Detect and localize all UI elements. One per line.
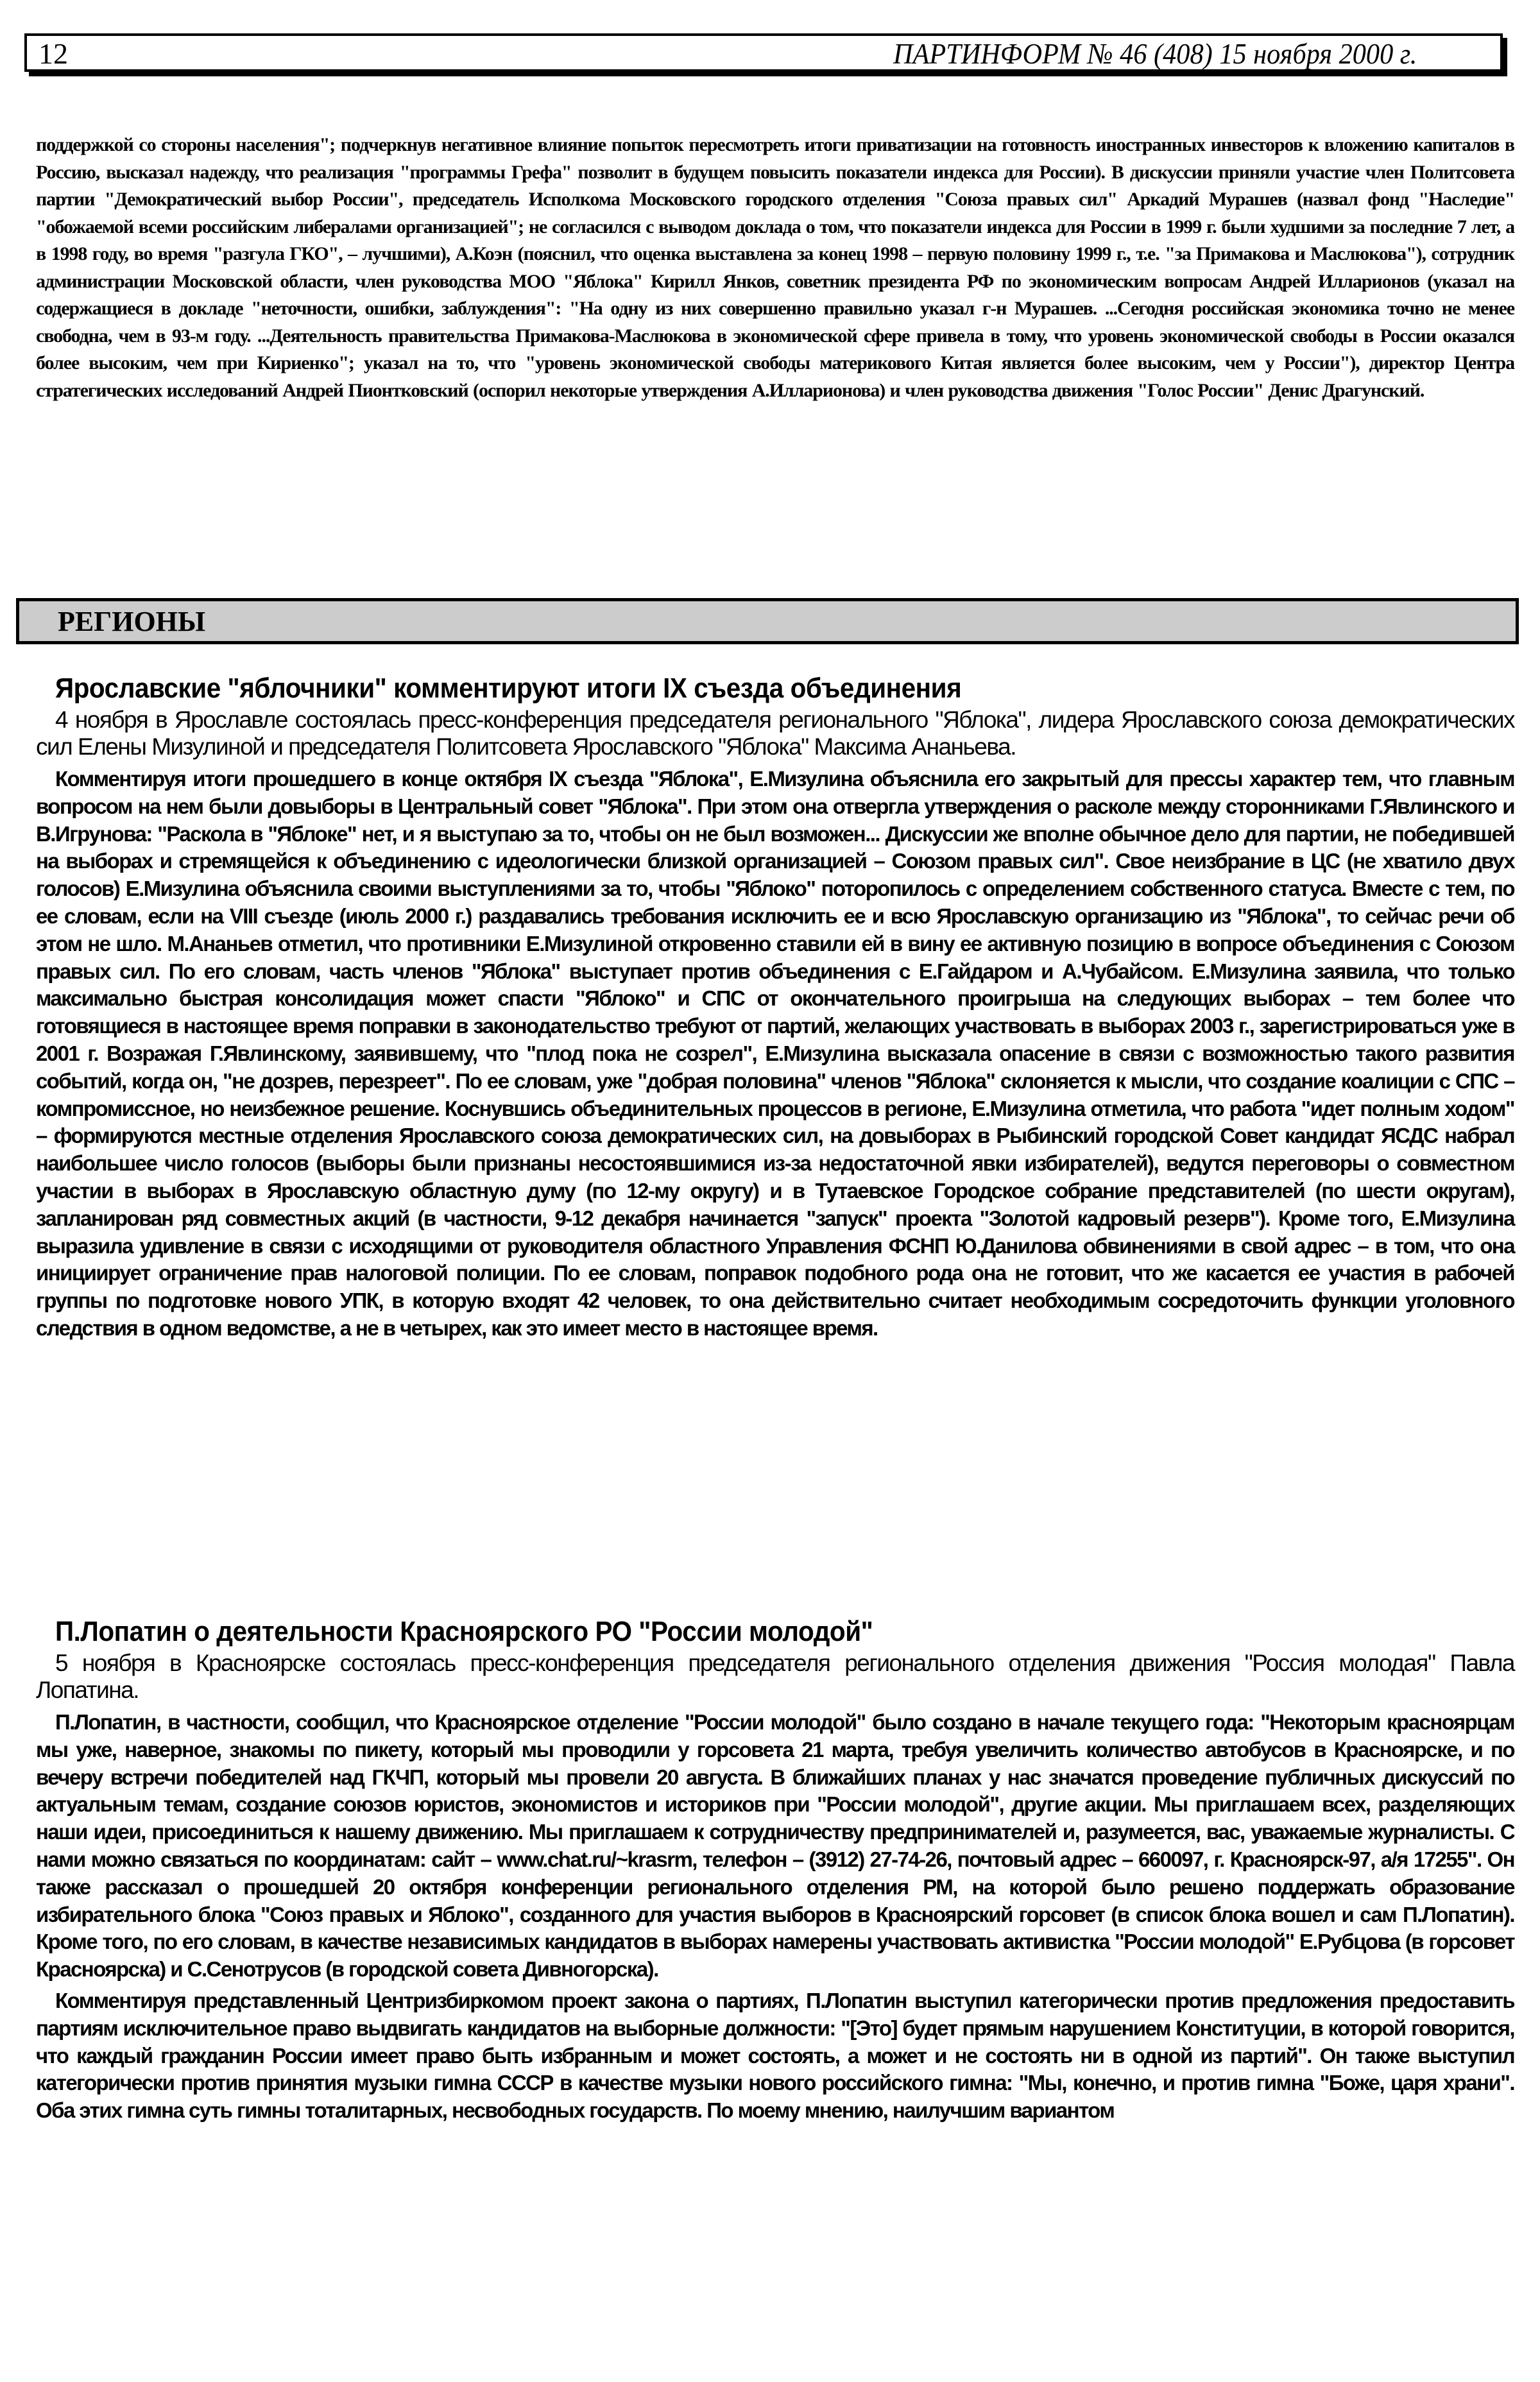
article-paragraph: Комментируя итоги прошедшего в конце октября IX съезда "Яблока", Е.Мизулина объяснила его закрытый для прессы характер тем, что главным вопросом на нем были довыборы в Центральный совет "Яблока". При этом она отвергла утверждения о расколе между сторонниками Г.Явлинского и В.Игрунова: "Раскола в "Яблоке" нет, и я выступаю за то, чтобы он не был возможен... Дискуссии же вполне обычное дело для партии, не победившей на выборах и стремящейся к объединению с идеологически близкой организацией – Союзом правых сил". Свое неизбрание в ЦС (не хватило двух голосов) Е.Мизулина объяснила своими выступлениями за то, чтобы "Яблоко" поторопилось с определением собственного статуса. Вместе с тем, по ее словам, если на VIII съезде (июль 2000 г.) раздавались требования исключить ее и всю Ярославскую организацию из "Яблока", то сейчас речи об этом не шло. М.Ананьев отметил, что противники Е.Мизулиной откровенно ставили ей в вину ее активную позицию в вопросе объединения с Союзом правых сил. По его словам, часть членов "Яблока" выступает против объединения с Е.Гайдаром и А.Чубайсом. Е.Мизулина заявила, что только максимально быстрая консолидация может спасти "Яблоко" и СПС от окончательного проигрыша на следующих выборах – тем более что готовящиеся в настоящее время поправки в законодательство требуют от партий, желающих участвовать в выборах 2003 г., зарегистрироваться уже в 2001 г. Возражая Г.Явлинскому, заявившему, что "плод пока не созрел", Е.Мизулина высказала опасение в связи с возможностью такого развития событий, когда он, "не дозрев, перезреет". По ее словам, уже "добрая половина" членов "Яблока" склоняется к мысли, что создание коалиции с СПС – компромиссное, но неизбежное решение. Коснувшись объединительных процессов в регионе, Е.Мизулина отметила, что работа "идет полным ходом" – формируются местные отделения Ярославского союза демократических сил, на довыборах в Рыбинский городской Совет кандидат ЯСДС набрал наибольшее число голосов (выборы были признаны несостоявшимися из-за недостаточной явки избирателей), ведутся переговоры о совместном участии в выборах в Ярославскую областную думу (по 12-му округу) и в Тутаевское Городское собрание представителей (по шести округам), запланирован ряд совместных акций (в частности, 9-12 декабря начинается "запуск" проекта "Золотой кадровый резерв"). Кроме того, Е.Мизулина выразила удивление в связи с исходящими от руководителя областного Управления ФСНП Ю.Данилова обвинениями в свой адрес – в том, что она инициирует ограничение прав налоговой полиции. По ее словам, поправок подобного рода она не готовит, что же касается ее участия в рабочей группы по подготовке нового УПК, в которую входят 42 человек, то она действительно считает необходимым сосредоточить функции уголовного следствия в одном ведомстве, а не в четырех, как это имеет место в настоящее время. — [36, 767, 1514, 1340]
article-lead: 5 ноября в Красноярске состоялась пресс-конференция председателя регионального отделения движения "Россия молодая" Павла Лопатина. — [36, 1650, 1514, 1703]
section-title: РЕГИОНЫ — [58, 606, 206, 637]
article-paragraph: Комментируя представленный Центризбиркомом проект закона о партиях, П.Лопатин выступил категорически против предложения предоставить партиям исключительное право выдвигать кандидатов на выборные должности: "[Это] будет прямым нарушением Конституции, в которой говорится, что каждый гражданин России имеет право быть избранным и может состоять, а может и не состоять ни в одной из партий". Он также выступил категорически против принятия музыки гимна СССР в качестве музыки нового российского гимна: "Мы, конечно, и против гимна "Боже, царя храни". Оба этих гимна суть гимны тоталитарных, несвободных государств. По моему мнению, наилучшим вариантом — [36, 1988, 1514, 2123]
publication-title: ПАРТИНФОРМ № 46 (408) 15 ноября 2000 г. — [893, 37, 1417, 70]
article-paragraph: П.Лопатин, в частности, сообщил, что Красноярское отделение "России молодой" было создано в начале текущего года: "Некоторым красноярцам мы уже, наверное, знакомы по пикету, который мы проводили у горсовета 21 марта, требуя увеличить количество автобусов в Красноярске, и по вечеру встречи победителей над ГКЧП, который мы провели 20 августа. В ближайших планах у нас значатся проведение публичных дискуссий по актуальным темам, создание союзов юристов, экономистов и историков при "России молодой", другие акции. Мы приглашаем всех, разделяющих наши идеи, присоединиться к нашему движению. Мы приглашаем к сотрудничеству предпринимателей и, разумеется, вас, уважаемые журналисты. С нами можно связаться по координатам: сайт – www.chat.ru/~krasrm, телефон – (3912) 27-74-26, почтовый адрес – 660097, г. Красноярск-97, а/я 17255". Он также рассказал о прошедшей 20 октября конференции регионального отделения РМ, на которой было решено поддержать образование избирательного блока "Союз правых и Яблоко", созданного для участия выборов в Красноярский горсовет (в список блока вошел и сам П.Лопатин). Кроме того, по его словам, в качестве независимых кандидатов в выборах намерены участвовать активистка "России молодой" Е.Рубцова (в горсовет Красноярска) и С.Сенотрусов (в городской совета Дивногорска). — [36, 1710, 1514, 1982]
article-yaroslavl — [36, 671, 1514, 1342]
article-headline: П.Лопатин о деятельности Красноярского РО "России молодой" — [55, 1616, 873, 1647]
page-number: 12 — [38, 37, 68, 70]
article-lead: 4 ноября в Ярославле состоялась пресс-конференция председателя регионального "Яблока", лидера Ярославского союза демократических сил Елены Мизулиной и председателя Политсовета Ярославского "Яблока" Максима Ананьева. — [36, 707, 1514, 760]
section-banner — [16, 598, 1519, 644]
continued-article-text: поддержкой со стороны населения"; подчеркнув негативное влияние попыток пересмотреть итоги приватизации на готовность иностранных инвесторов к вложению капиталов в Россию, высказал надежду, что реализация "программы Грефа" позволит в будущем повысить показатели индекса для России). В дискуссии приняли участие член Политсовета партии "Демократический выбор России", председатель Исполкома Московского городского отделения "Союза правых сил" Аркадий Мурашев (назвал фонд "Наследие" "обожаемой всеми российским либералами организацией"; не согласился с выводом доклада о том, что показатели индекса для России в 1999 г. были худшими за последние 7 лет, а в 1998 году, во время "разгула ГКО", – лучшими), А.Коэн (пояснил, что оценка выставлена за конец 1998 – первую половину 1999 г., т.е. "за Примакова и Маслюкова"), сотрудник администрации Московской области, член руководства МОО "Яблока" Кирилл Янков, советник президента РФ по экономическим вопросам Андрей Илларионов (указал на содержащиеся в докладе "неточности, ошибки, заблуждения": "На одну из них совершенно правильно указал г-н Мурашев. ...Сегодня российская экономика точно не менее свободна, чем в 93-м году. ...Деятельность правительства Примакова-Маслюкова в экономической сфере привела в тому, что уровень экономической свободы в России оказался более высоким, чем при Кириенко"; указал на то, что "уровень экономической свободы материкового Китая является более высоким, чем у России"), директор Центра стратегических исследований Андрей Пионтковский (оспорил некоторые утверждения А.Илларионова) и член руководства движения "Голос России" Денис Драгунский. — [36, 134, 1514, 401]
page-header — [24, 33, 1503, 72]
article-krasnoyarsk — [36, 1614, 1514, 2125]
article-headline: Ярославские "яблочники" комментируют итоги IX съезда объединения — [55, 673, 962, 704]
